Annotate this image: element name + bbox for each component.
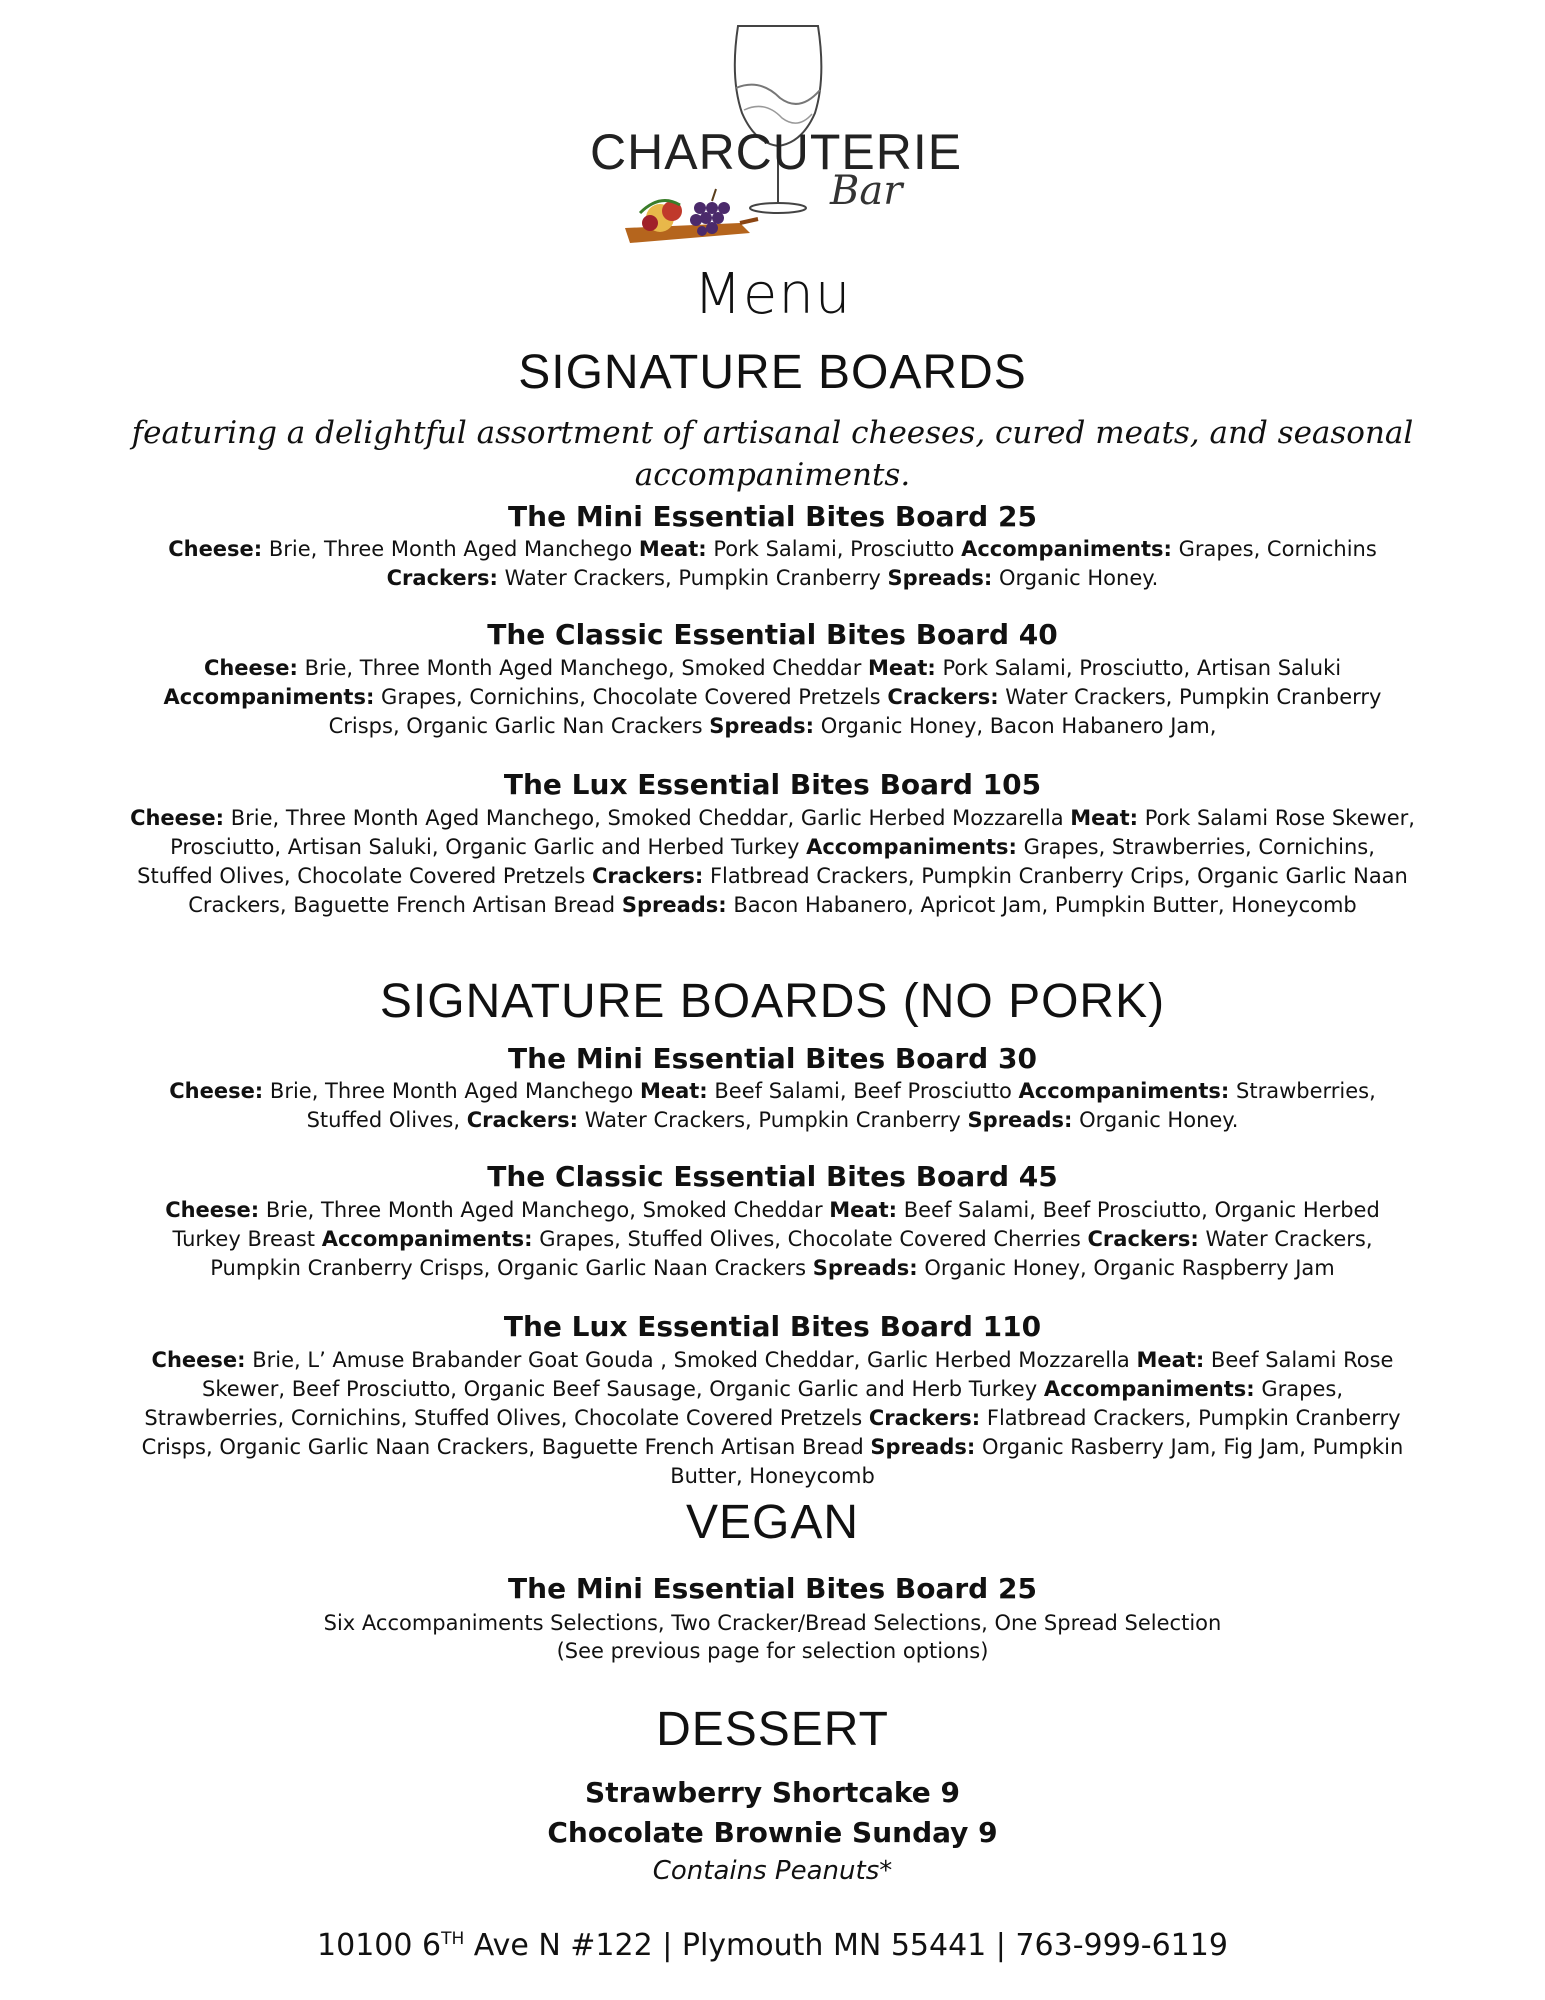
sig-lux-meat: Pork Salami Rose Skewer, Prosciutto, Artisan Saluki, Organic Garlic and Herbed Turkey <box>170 806 1415 859</box>
np-classic-spreads: Organic Honey, Organic Raspberry Jam <box>924 1256 1335 1280</box>
sig-lux-cheese: Brie, Three Month Aged Manchego, Smoked Cheddar, Garlic Herbed Mozzarella <box>230 806 1064 830</box>
sig-mini-description <box>130 535 1415 593</box>
np-classic-description <box>130 1196 1415 1283</box>
sig-classic-spreads: Organic Honey, Bacon Habanero Jam, <box>820 714 1217 738</box>
charcuterie-board-icon <box>620 183 760 253</box>
label-cheese: Cheese: <box>169 1079 264 1103</box>
label-accompaniments: Accompaniments: <box>321 1227 533 1251</box>
charcuterie-bar-logo <box>580 18 970 258</box>
np-lux-description <box>130 1346 1415 1491</box>
logo-wordmark: CHARCUTERIE <box>590 124 963 180</box>
label-accompaniments: Accompaniments: <box>1043 1377 1255 1401</box>
no-pork-heading: SIGNATURE BOARDS (NO PORK) <box>379 975 1166 1028</box>
signature-boards-heading: SIGNATURE BOARDS <box>518 346 1027 399</box>
label-meat: Meat: <box>1136 1348 1205 1372</box>
sig-classic-accompaniments: Grapes, Cornichins, Chocolate Covered Pretzels <box>381 685 881 709</box>
sig-classic-title: The Classic Essential Bites Board 40 <box>487 618 1058 651</box>
np-classic-accompaniments: Grapes, Stuffed Olives, Chocolate Covered Cherries <box>539 1227 1081 1251</box>
sig-lux-spreads: Bacon Habanero, Apricot Jam, Pumpkin Butter, Honeycomb <box>733 893 1357 917</box>
label-cheese: Cheese: <box>165 1198 260 1222</box>
vegan-heading: VEGAN <box>685 1496 860 1549</box>
sig-mini-cheese: Brie, Three Month Aged Manchego <box>268 537 633 561</box>
sig-classic-meat: Pork Salami, Prosciutto, Artisan Saluki <box>942 656 1342 680</box>
label-crackers: Crackers: <box>466 1108 578 1132</box>
sig-lux-title: The Lux Essential Bites Board 105 <box>503 768 1042 801</box>
address-number: 10100 6 <box>317 1928 442 1963</box>
np-lux-cheese: Brie, L’ Amuse Brabander Goat Gouda , Smoked Cheddar, Garlic Herbed Mozzarella <box>252 1348 1130 1372</box>
np-mini-title: The Mini Essential Bites Board 30 <box>508 1042 1037 1075</box>
dessert-item-brownie: Chocolate Brownie Sunday 9 <box>547 1816 998 1849</box>
np-lux-crackers: Flatbread Crackers, Pumpkin Cranberry Crisps, Organic Garlic Naan Crackers, Baguette French Artisan Bread <box>141 1406 1401 1459</box>
address-rest: Ave N #122 | Plymouth MN 55441 | 763-999-6119 <box>464 1928 1228 1963</box>
np-lux-meat: Beef Salami Rose Skewer, Beef Prosciutto, Organic Beef Sausage, Organic Garlic and Herb Turkey <box>201 1348 1394 1401</box>
label-cheese: Cheese: <box>203 656 298 680</box>
dessert-item-strawberry: Strawberry Shortcake 9 <box>585 1776 960 1809</box>
np-classic-cheese: Brie, Three Month Aged Manchego, Smoked Cheddar <box>265 1198 823 1222</box>
sig-classic-crackers: Water Crackers, Pumpkin Cranberry Crisps, Organic Garlic Nan Crackers <box>328 685 1382 738</box>
np-mini-meat: Beef Salami, Beef Prosciutto <box>714 1079 1012 1103</box>
sig-classic-description <box>130 654 1415 741</box>
address-line <box>0 1928 1545 1963</box>
label-crackers: Crackers: <box>1087 1227 1199 1251</box>
label-accompaniments: Accompaniments: <box>1018 1079 1230 1103</box>
np-mini-description <box>130 1077 1415 1135</box>
label-accompaniments: Accompaniments: <box>163 685 375 709</box>
label-accompaniments: Accompaniments: <box>806 835 1017 859</box>
sig-classic-cheese: Brie, Three Month Aged Manchego, Smoked Cheddar <box>304 656 862 680</box>
label-meat: Meat: <box>638 537 707 561</box>
label-spreads: Spreads: <box>887 566 993 590</box>
label-cheese: Cheese: <box>151 1348 246 1372</box>
label-crackers: Crackers: <box>887 685 999 709</box>
sig-mini-title: The Mini Essential Bites Board 25 <box>508 500 1037 533</box>
np-classic-title: The Classic Essential Bites Board 45 <box>487 1160 1058 1193</box>
np-mini-accompaniments: Strawberries, Stuffed Olives, <box>306 1079 1376 1132</box>
label-crackers: Crackers: <box>868 1406 981 1430</box>
label-spreads: Spreads: <box>812 1256 918 1280</box>
label-cheese: Cheese: <box>130 806 225 830</box>
signature-tagline: featuring a delightful assortment of artisanal cheeses, cured meats, and seasonal accompaniments. <box>131 415 1414 493</box>
label-meat: Meat: <box>829 1198 898 1222</box>
np-classic-meat: Beef Salami, Beef Prosciutto, Organic Herbed Turkey Breast <box>172 1198 1380 1251</box>
menu-title: Menu <box>693 262 852 327</box>
np-lux-spreads: Organic Rasberry Jam, Fig Jam, Pumpkin Butter, Honeycomb <box>670 1435 1404 1488</box>
logo-bar-script: Bar <box>830 168 903 214</box>
label-meat: Meat: <box>868 656 936 680</box>
label-meat: Meat: <box>639 1079 708 1103</box>
label-spreads: Spreads: <box>621 893 727 917</box>
sig-lux-crackers: Flatbread Crackers, Pumpkin Cranberry Crips, Organic Garlic Naan Crackers, Baguette French Artisan Bread <box>188 864 1408 917</box>
sig-mini-spreads: Organic Honey. <box>999 566 1159 590</box>
sig-mini-meat: Pork Salami, Prosciutto <box>713 537 955 561</box>
sig-mini-crackers: Water Crackers, Pumpkin Cranberry <box>504 566 881 590</box>
label-cheese: Cheese: <box>168 537 263 561</box>
address-suffix: TH <box>441 1929 465 1949</box>
label-crackers: Crackers: <box>591 864 704 888</box>
sig-lux-accompaniments: Grapes, Strawberries, Cornichins, Stuffed Olives, Chocolate Covered Pretzels <box>137 835 1375 888</box>
vegan-line2: (See previous page for selection options) <box>556 1639 989 1663</box>
np-classic-crackers: Water Crackers, Pumpkin Cranberry Crisps, Organic Garlic Naan Crackers <box>210 1227 1373 1280</box>
label-crackers: Crackers: <box>386 566 498 590</box>
np-mini-crackers: Water Crackers, Pumpkin Cranberry <box>584 1108 961 1132</box>
np-lux-title: The Lux Essential Bites Board 110 <box>503 1310 1042 1343</box>
label-spreads: Spreads: <box>967 1108 1073 1132</box>
np-mini-cheese: Brie, Three Month Aged Manchego <box>269 1079 634 1103</box>
vegan-mini-title: The Mini Essential Bites Board 25 <box>508 1572 1037 1605</box>
vegan-line1: Six Accompaniments Selections, Two Cracker/Bread Selections, One Spread Selection <box>323 1611 1222 1635</box>
np-lux-accompaniments: Grapes, Strawberries, Cornichins, Stuffed Olives, Chocolate Covered Pretzels <box>144 1377 1344 1430</box>
label-spreads: Spreads: <box>870 1435 976 1459</box>
np-mini-spreads: Organic Honey. <box>1079 1108 1239 1132</box>
sig-lux-description <box>130 804 1415 920</box>
peanut-note: Contains Peanuts* <box>652 1856 893 1886</box>
label-accompaniments: Accompaniments: <box>961 537 1172 561</box>
dessert-heading: DESSERT <box>656 1703 889 1756</box>
sig-mini-accompaniments: Grapes, Cornichins <box>1178 537 1377 561</box>
label-spreads: Spreads: <box>709 714 815 738</box>
label-meat: Meat: <box>1070 806 1139 830</box>
